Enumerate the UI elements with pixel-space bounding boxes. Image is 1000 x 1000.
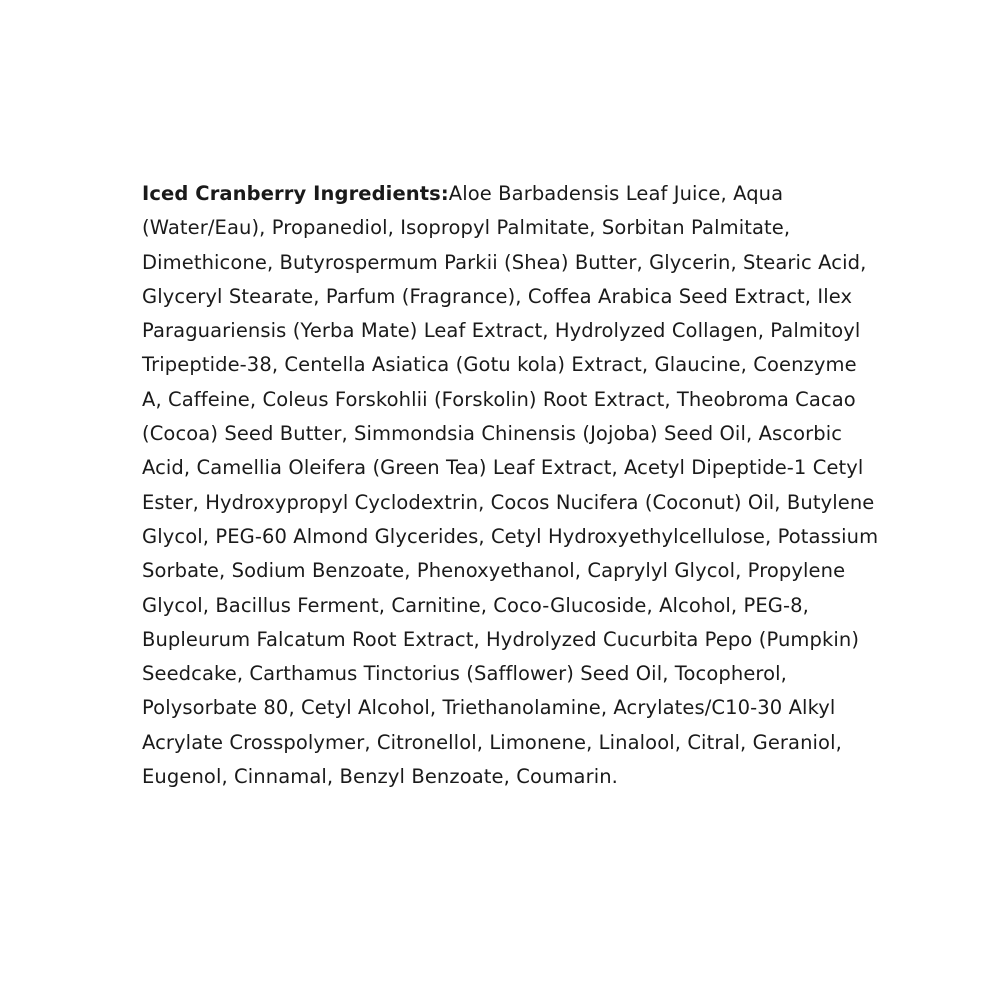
- ingredients-title: Iced Cranberry Ingredients:: [142, 182, 449, 205]
- ingredients-paragraph: [142, 177, 882, 794]
- ingredients-list: Aloe Barbadensis Leaf Juice, Aqua (Water/Eau), Propanediol, Isopropyl Palmitate, Sorbitan Palmitate, Dimethicone, Butyrospermum Parkii (Shea) Butter, Glycerin, Stearic Acid, Glyceryl Stearate, Parfum (Fragrance), Coffea Arabica Seed Extract, Ilex Paraguariensis (Yerba Mate) Leaf Extract, Hydrolyzed Collagen, Palmitoyl Tripeptide-38, Centella Asiatica (Gotu kola) Extract, Glaucine, Coenzyme A, Caffeine, Coleus Forskohlii (Forskolin) Root Extract, Theobroma Cacao (Cocoa) Seed Butter, Simmondsia Chinensis (Jojoba) Seed Oil, Ascorbic Acid, Camellia Oleifera (Green Tea) Leaf Extract, Acetyl Dipeptide-1 Cetyl Ester, Hydroxypropyl Cyclodextrin, Cocos Nucifera (Coconut) Oil, Butylene Glycol, PEG-60 Almond Glycerides, Cetyl Hydroxyethylcellulose, Potassium Sorbate, Sodium Benzoate, Phenoxyethanol, Caprylyl Glycol, Propylene Glycol, Bacillus Ferment, Carnitine, Coco-Glucoside, Alcohol, PEG-8, Bupleurum Falcatum Root Extract, Hydrolyzed Cucurbita Pepo (Pumpkin) Seedcake, Carthamus Tinctorius (Safflower) Seed Oil, Tocopherol, Polysorbate 80, Cetyl Alcohol, Triethanolamine, Acrylates/C10-30 Alkyl Acrylate Crosspolymer, Citronellol, Limonene, Linalool, Citral, Geraniol, Eugenol, Cinnamal, Benzyl Benzoate, Coumarin.: [142, 182, 879, 789]
